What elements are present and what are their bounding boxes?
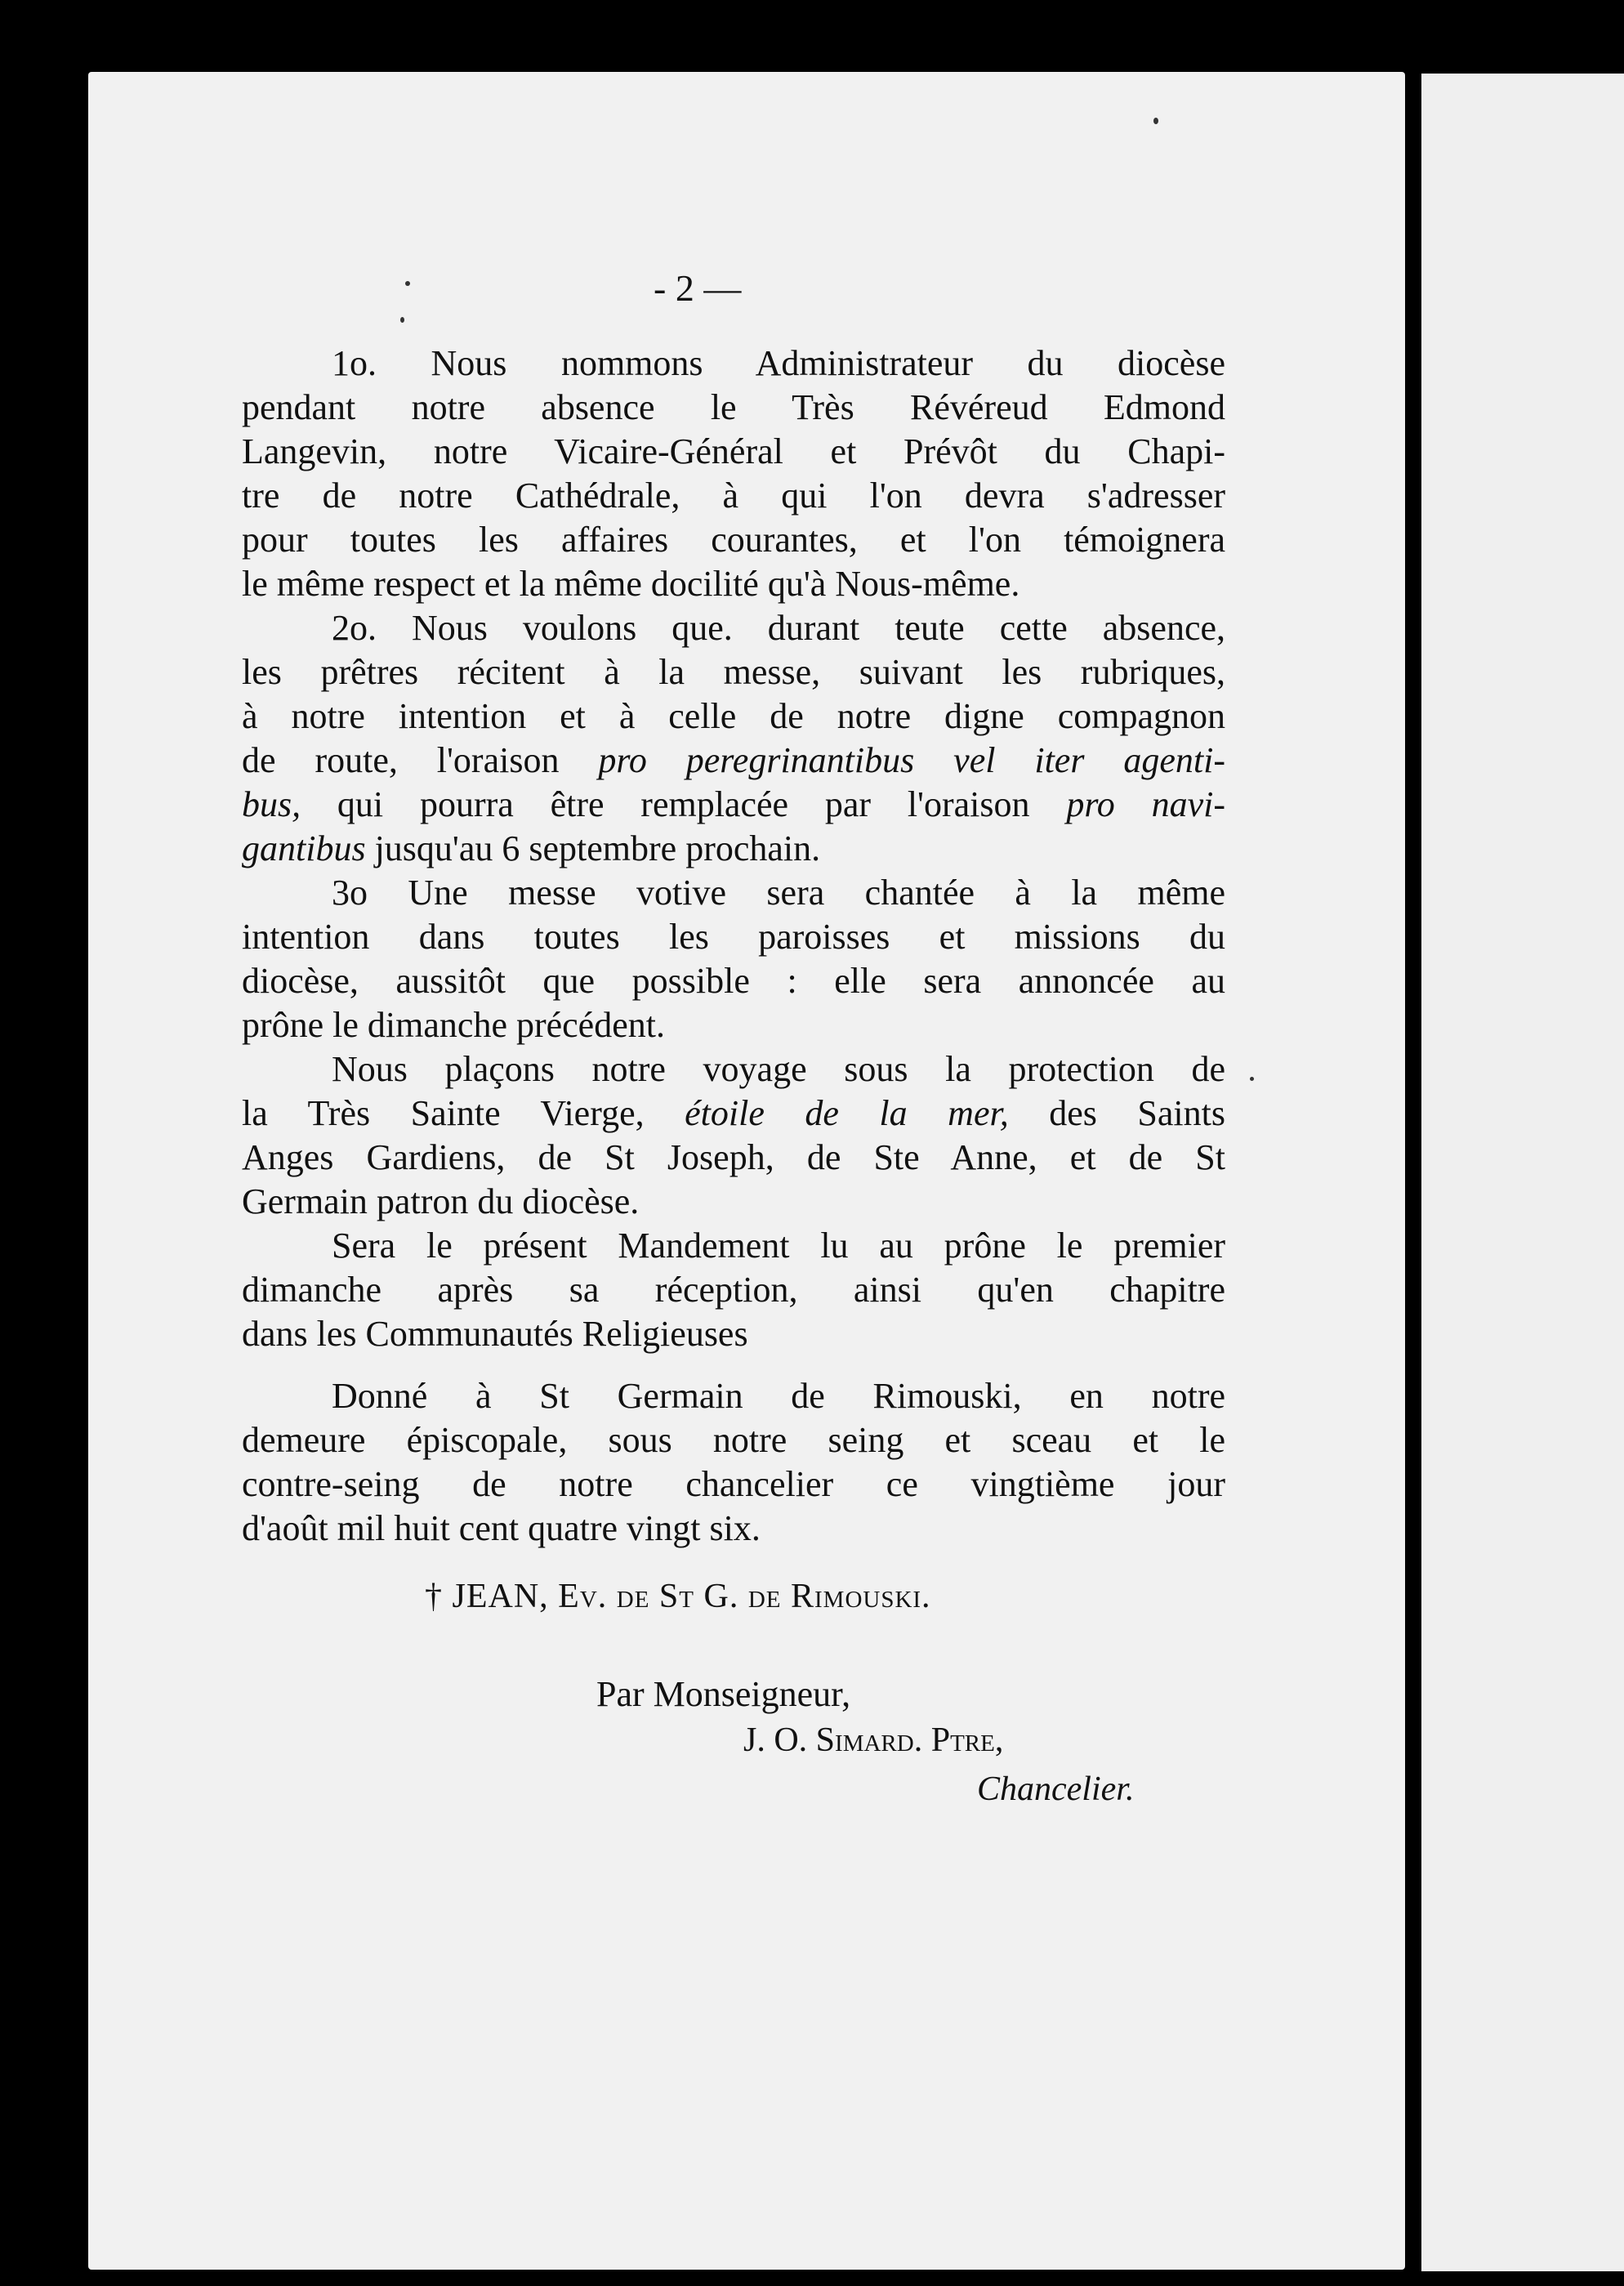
latin-phrase: gantibus [242,828,366,868]
chancellor-title: Chancelier. [977,1770,1135,1808]
body-line: diocèse, aussitôt que possible : elle sera annoncée au [242,961,1225,1001]
body-line: Donné à St Germain de Rimouski, en notre [332,1376,1225,1416]
scan-speck [1250,1077,1254,1081]
body-line: Sera le présent Mandement lu au prône le premier [332,1226,1225,1266]
body-line: 1o. Nous nommons Administrateur du diocèse [332,343,1225,383]
body-line [242,783,1225,827]
body-line: 3o Une messe votive sera chantée à la même [332,873,1225,913]
body-line: Nous plaçons notre voyage sous la protection de [332,1049,1225,1089]
body-line: pendant notre absence le Très Révéreud Edmond [242,387,1225,427]
body-line: 2o. Nous voulons que. durant teute cette absence, [332,608,1225,648]
body-line: intention dans toutes les paroisses et missions du [242,917,1225,957]
body-line: dans les Communautés Religieuses [242,1314,748,1354]
scan-speck [400,317,404,323]
bishop-signature [425,1577,931,1616]
body-fragment: de route, l'oraison [242,740,560,780]
body-line: Anges Gardiens, de St Joseph, de Ste Anne, et de St [242,1137,1225,1177]
body-line: à notre intention et à celle de notre digne compagnon [242,696,1225,736]
body-line: tre de notre Cathédrale, à qui l'on devra s'adresser [242,476,1225,516]
body-fragment: la Très Sainte Vierge, [242,1093,645,1133]
signature-name: JEAN, [452,1578,549,1615]
body-fragment: des Saints [1049,1093,1226,1133]
body-line: le même respect et la même docilité qu'à Nous-même. [242,564,1020,604]
scan-speck [405,281,410,286]
body-line: les prêtres récitent à la messe, suivant les rubriques, [242,652,1225,692]
latin-phrase: pro peregrinantibus vel iter agenti- [598,740,1226,780]
latin-phrase: pro navi- [1066,784,1226,824]
adjacent-page-edge [1421,74,1624,2271]
body-line: dimanche après sa réception, ainsi qu'en chapitre [242,1270,1225,1310]
body-line [242,827,1225,871]
body-line: pour toutes les affaires courantes, et l'on témoignera [242,520,1225,560]
body-fragment: qui pourra être remplacée par l'oraison [337,784,1030,824]
cross-symbol: † [425,1578,443,1615]
scan-speck [1153,118,1158,124]
body-line: Germain patron du diocèse. [242,1181,640,1221]
signature-title: Ev. de St G. de Rimouski. [558,1578,931,1615]
body-line [242,1092,1225,1136]
body-line: demeure épiscopale, sous notre seing et sceau et le [242,1420,1225,1460]
par-monseigneur: Par Monseigneur, [596,1674,851,1714]
mandement-body [242,342,1225,1551]
latin-phrase: bus, [242,784,301,824]
body-line: Langevin, notre Vicaire-Général et Prévôt du Chapi- [242,431,1225,471]
body-line: contre-seing de notre chancelier ce vingtième jour [242,1464,1225,1504]
body-line: prône le dimanche précédent. [242,1005,665,1045]
body-line: d'août mil huit cent quatre vingt six. [242,1508,761,1548]
page-number: - 2 — [654,267,742,309]
body-fragment: jusqu'au 6 septembre prochain. [374,828,821,868]
chancellor-name: J. O. Simard. Ptre, [743,1721,1004,1759]
italic-phrase: étoile de la mer, [685,1093,1009,1133]
body-line [242,739,1225,783]
